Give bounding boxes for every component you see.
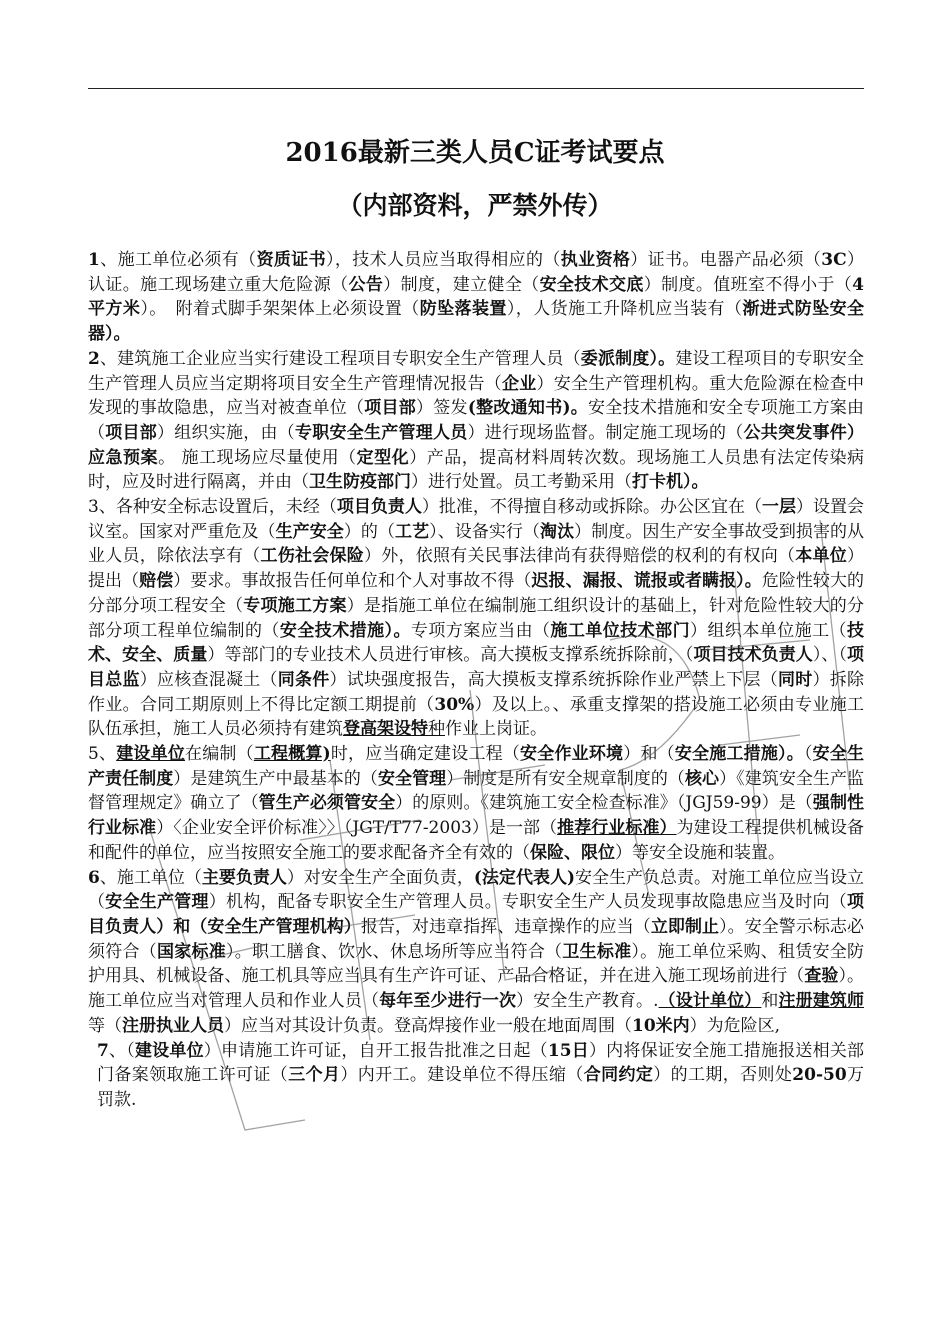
emphasis-run: 工伤社会保险 [260, 546, 364, 567]
text-run: ）。 附着式脚手架架体上必须设置（ [140, 299, 420, 320]
emphasis-run: 30% [434, 694, 475, 715]
text-run: ）的原则。《建筑施工安全检查标准》（JGJ59-99）是（ [395, 793, 813, 814]
emphasis-run: 防坠落装置 [419, 299, 507, 320]
text-run: ）和（ [623, 744, 675, 765]
emphasis-run: 主要负责人 [201, 867, 287, 888]
emphasis-run: 渐进式防坠安全器）。 [88, 299, 865, 345]
text-run: ）。安全警示标志必须符合（ [88, 916, 865, 962]
page-title: 2016最新三类人员C证考试要点 [285, 138, 665, 168]
emphasis-run: 安全生产管理 [105, 892, 209, 913]
text-run: ），技术人员应当取得相应的（ [326, 250, 561, 270]
paragraph [88, 866, 864, 1039]
emphasis-run: 工艺 [395, 521, 430, 542]
text-run: ）安全生产教育。. [516, 991, 659, 1012]
emphasis-run: 淘汰 [540, 521, 575, 542]
emphasis-run: 2 [88, 348, 100, 369]
emphasis-run: 执业资格 [560, 250, 631, 270]
emphasis-run: 强制性行业标准 [88, 793, 865, 839]
text-run: ）拆除作业。合同工期原则上不得比定额工期提前（ [88, 669, 864, 715]
emphasis-run: 保险、限位 [530, 842, 615, 863]
text-run: ）应核查混凝土（ [139, 669, 278, 690]
emphasis-run: 定型化 [356, 447, 410, 468]
emphasis-run: 项目负责人 [336, 497, 422, 518]
text-run: ）制度。因生产安全事故受到损害的从业人员，除依法享有（ [88, 521, 865, 567]
text-run: 作业上岗证。 [445, 719, 547, 740]
emphasis-run: 本单位 [795, 546, 847, 567]
emphasis-run: 20-50 [792, 1065, 847, 1086]
emphasis-run: 一层 [761, 497, 796, 518]
text-run: ）进行现场监督。制定施工现场的（ [467, 422, 744, 443]
emphasis-run: 安全施工措施）。 [674, 744, 804, 765]
emphasis-run: (整改通知书)。 [467, 398, 589, 419]
text-run: ）试块强度报告，高大摸板支撑系统拆除作业严禁上下层（ [329, 669, 778, 690]
emphasis-run: 种 [428, 719, 445, 740]
text-run: 报告，对违章指挥、违章操作的应当（ [360, 916, 651, 937]
document-body [88, 248, 864, 1113]
emphasis-run: 1 [88, 250, 100, 270]
paragraph [88, 1039, 864, 1113]
text-run: ）。职工膳食、饮水、休息场所等应当符合（ [225, 941, 563, 962]
emphasis-run: 10米内 [632, 1015, 690, 1036]
text-run: ），人货施工升降机应当装有（ [506, 299, 743, 320]
emphasis-run: 技术、安全、质量 [88, 620, 865, 666]
text-run: ）进行处置。员工考勤采用（ [411, 472, 632, 493]
text-run: ）对安全生产全面负责， [286, 867, 474, 888]
emphasis-run: 3C [821, 250, 847, 270]
text-run: ）制度是所有安全规章制度的（ [446, 768, 685, 789]
text-run: 等（ [88, 1015, 122, 1036]
text-run: ）制度。值班室不得小于（ [643, 274, 853, 295]
emphasis-run: 4平方米 [88, 274, 865, 320]
emphasis-run: 查验 [804, 966, 839, 987]
emphasis-run: 注册建筑师 [778, 991, 865, 1012]
emphasis-run: 安全技术交底 [539, 274, 644, 295]
emphasis-run: 卫生标准 [562, 941, 632, 962]
text-run: ）认证。施工现场建立重大危险源（ [88, 250, 865, 295]
emphasis-run: 推荐行业标准） [557, 818, 677, 839]
emphasis-run: 建设单位 [134, 1040, 204, 1061]
emphasis-run: 专职安全生产管理人员 [295, 422, 468, 443]
emphasis-run: 公共突发事件）应急预案 [88, 422, 864, 468]
text-run: ）、（ [812, 645, 848, 666]
text-run: 为建设工程提供机械设备和配件的单位，应当按照安全施工的要求配备齐全有效的（ [88, 818, 865, 863]
emphasis-run: 立即制止 [650, 916, 720, 937]
emphasis-run: 赔偿 [139, 571, 174, 592]
emphasis-run: 安全生产责任制度 [88, 744, 865, 789]
text-run: ）等部门的专业技术人员进行审核。高大摸板支撑系统拆除前，（ [207, 645, 694, 666]
emphasis-run: 项目技术负责人 [693, 645, 813, 666]
emphasis-run: 企业 [502, 373, 537, 394]
emphasis-run: 安全作业环境 [520, 744, 624, 765]
text-run: 安全技术措施和安全专项施工方案由（ [88, 398, 865, 443]
text-run: 危险性较大的分部分项工程安全（ [88, 571, 865, 616]
text-run: ）产品，提高材料周转次数。现场施工人员患有法定传染病时，应及时进行隔离，并由（ [88, 447, 865, 493]
emphasis-run: 公告 [348, 274, 384, 295]
paragraph [88, 248, 864, 347]
emphasis-run: 工程概算) [253, 744, 331, 765]
text-run: 、施工单位（ [99, 867, 202, 888]
text-run: ）、设备实行（ [429, 521, 541, 542]
emphasis-run: 项目部 [105, 422, 157, 443]
emphasis-run: 15日 [547, 1040, 589, 1061]
emphasis-run: 生产安全 [275, 521, 344, 542]
text-run: 、建筑施工企业应当实行建设工程项目专职安全生产管理人员（ [99, 348, 581, 369]
text-run: ）应当对其设计负责。登高焊接作业一般在地面周围（ [224, 1015, 632, 1036]
emphasis-run: 资质证书 [256, 250, 327, 270]
emphasis-run: 施工单位技术部门 [550, 620, 691, 641]
text-run: 3、各种安全标志设置后，未经（ [88, 497, 337, 518]
text-run: ）《建筑安全生产监督管理规定》确立了（ [88, 768, 865, 814]
text-run: （ [803, 744, 813, 765]
text-run: 、施工单位必须有（ [99, 250, 257, 270]
text-run: 万罚款. [97, 1065, 865, 1110]
text-run: ）制度，建立健全（ [383, 274, 540, 295]
emphasis-run: 项目负责人）和（安全生产管理机构） [88, 892, 864, 937]
emphasis-run: 三个月 [288, 1065, 341, 1086]
emphasis-run: 项目部 [364, 398, 417, 419]
emphasis-run: 卫生防疫部门 [309, 472, 411, 493]
text-run: 5、 [88, 744, 117, 765]
paragraph [88, 347, 864, 495]
text-run: 专项方案应当由（ [410, 620, 551, 641]
emphasis-run: 同条件 [277, 669, 330, 690]
text-run: ）为危险区, [689, 1015, 781, 1036]
text-run: ）。施工单位应当对管理人员和作业人员（ [88, 966, 865, 1012]
text-run: ）是指施工单位在编制施工组织设计的基础上，针对危险性较大的分部分项工程单位编制的（ [88, 595, 864, 641]
text-run: ）机构，配备专职安全生产管理人员。专职安全生产人员发现事故隐患应当及时向（ [208, 892, 847, 913]
header-rule [88, 88, 864, 89]
text-run: ）及以上。、承重支撑架的搭设施工必须由专业施工队伍承担，施工人员必须持有建筑 [88, 694, 865, 740]
emphasis-run: 同时 [778, 669, 813, 690]
paragraph [88, 495, 864, 742]
text-run: ）申请施工许可证，自开工报告批准之日起（ [203, 1040, 548, 1061]
text-run: ）组织本单位施工（ [690, 620, 848, 641]
text-run: ）内将保证安全施工措施报送相关部门备案领取施工许可证（ [97, 1040, 865, 1086]
text-run: 安全生产负总责。对施工单位应当设立（ [88, 867, 865, 913]
emphasis-run: 管生产必须管安全 [258, 793, 396, 814]
emphasis-run: 国家标准 [156, 941, 226, 962]
emphasis-run: 迟报、漏报、谎报或者瞒报）。 [531, 571, 762, 592]
emphasis-run: 核心 [684, 768, 720, 789]
text-run: ）的工期，否则处 [653, 1065, 793, 1086]
text-run: ）签发 [416, 398, 468, 419]
text-run: ）外，依照有关民事法律尚有获得赔偿的权利的有权向（ [364, 546, 796, 567]
emphasis-run: 合同约定 [583, 1065, 654, 1086]
text-run: ）。施工单位采购、租赁安全防护用具、机械设备、施工机具等应当具有生产许可证、产品合格证，并在进入施工现场前进行（ [88, 941, 865, 987]
emphasis-run: (法定代表人) [473, 867, 575, 888]
text-run: ）证书。电器产品必须（ [630, 250, 822, 270]
text-run: 和 [761, 991, 779, 1012]
text-run: ）安全生产管理机构。重大危险源在检查中发现的事故隐患，应当对被查单位（ [88, 373, 864, 419]
emphasis-run: 专项施工方案 [243, 595, 347, 616]
text-run: ）组织实施，由（ [157, 422, 295, 443]
text-run: ）等安全设施和装置。 [615, 842, 785, 863]
text-run: ）〈企业安全评价标准〉〉（JGT/T77-2003）是一部（ [156, 818, 558, 839]
text-run: 建设工程项目的专职安全生产管理人员应当定期将项目安全生产管理情况报告（ [88, 348, 865, 394]
emphasis-run: 登高架设特 [343, 719, 428, 740]
text-run: 时，应当确定建设工程（ [330, 744, 521, 765]
text-run: ）内开工。建设单位不得压缩（ [340, 1065, 584, 1086]
paragraph [88, 742, 864, 866]
text-run: 、（ [108, 1040, 135, 1061]
text-run: ）要求。事故报告任何单位和个人对事故不得（ [173, 571, 532, 592]
emphasis-run: 项目总监 [88, 645, 865, 690]
text-run: ）的（ [343, 521, 396, 542]
text-run: ）提出（ [88, 546, 864, 592]
emphasis-run: 安全技术措施）。 [279, 620, 411, 641]
page-subtitle: （内部资料，严禁外传） [337, 191, 613, 220]
emphasis-run: （设计单位） [658, 991, 762, 1012]
emphasis-run: 6 [88, 867, 100, 888]
emphasis-run: 安全管理 [377, 768, 447, 789]
emphasis-run: 每年至少进行一次 [379, 991, 517, 1012]
emphasis-run: 7 [97, 1040, 109, 1061]
emphasis-run: 注册执业人员 [122, 1015, 224, 1036]
emphasis-run: 打卡机）。 [632, 472, 709, 493]
text-run: 在编制（ [185, 744, 254, 765]
emphasis-run: 建设单位 [116, 744, 186, 765]
emphasis-run: 委派制度）。 [580, 348, 676, 369]
text-run: ）批准，不得擅自移动或拆除。办公区宜在（ [421, 497, 762, 518]
text-run: 。 施工现场应尽量使用（ [158, 447, 357, 468]
text-run: ）设置会议室。国家对严重危及（ [88, 497, 865, 542]
text-run: ）是建筑生产中最基本的（ [173, 768, 378, 789]
